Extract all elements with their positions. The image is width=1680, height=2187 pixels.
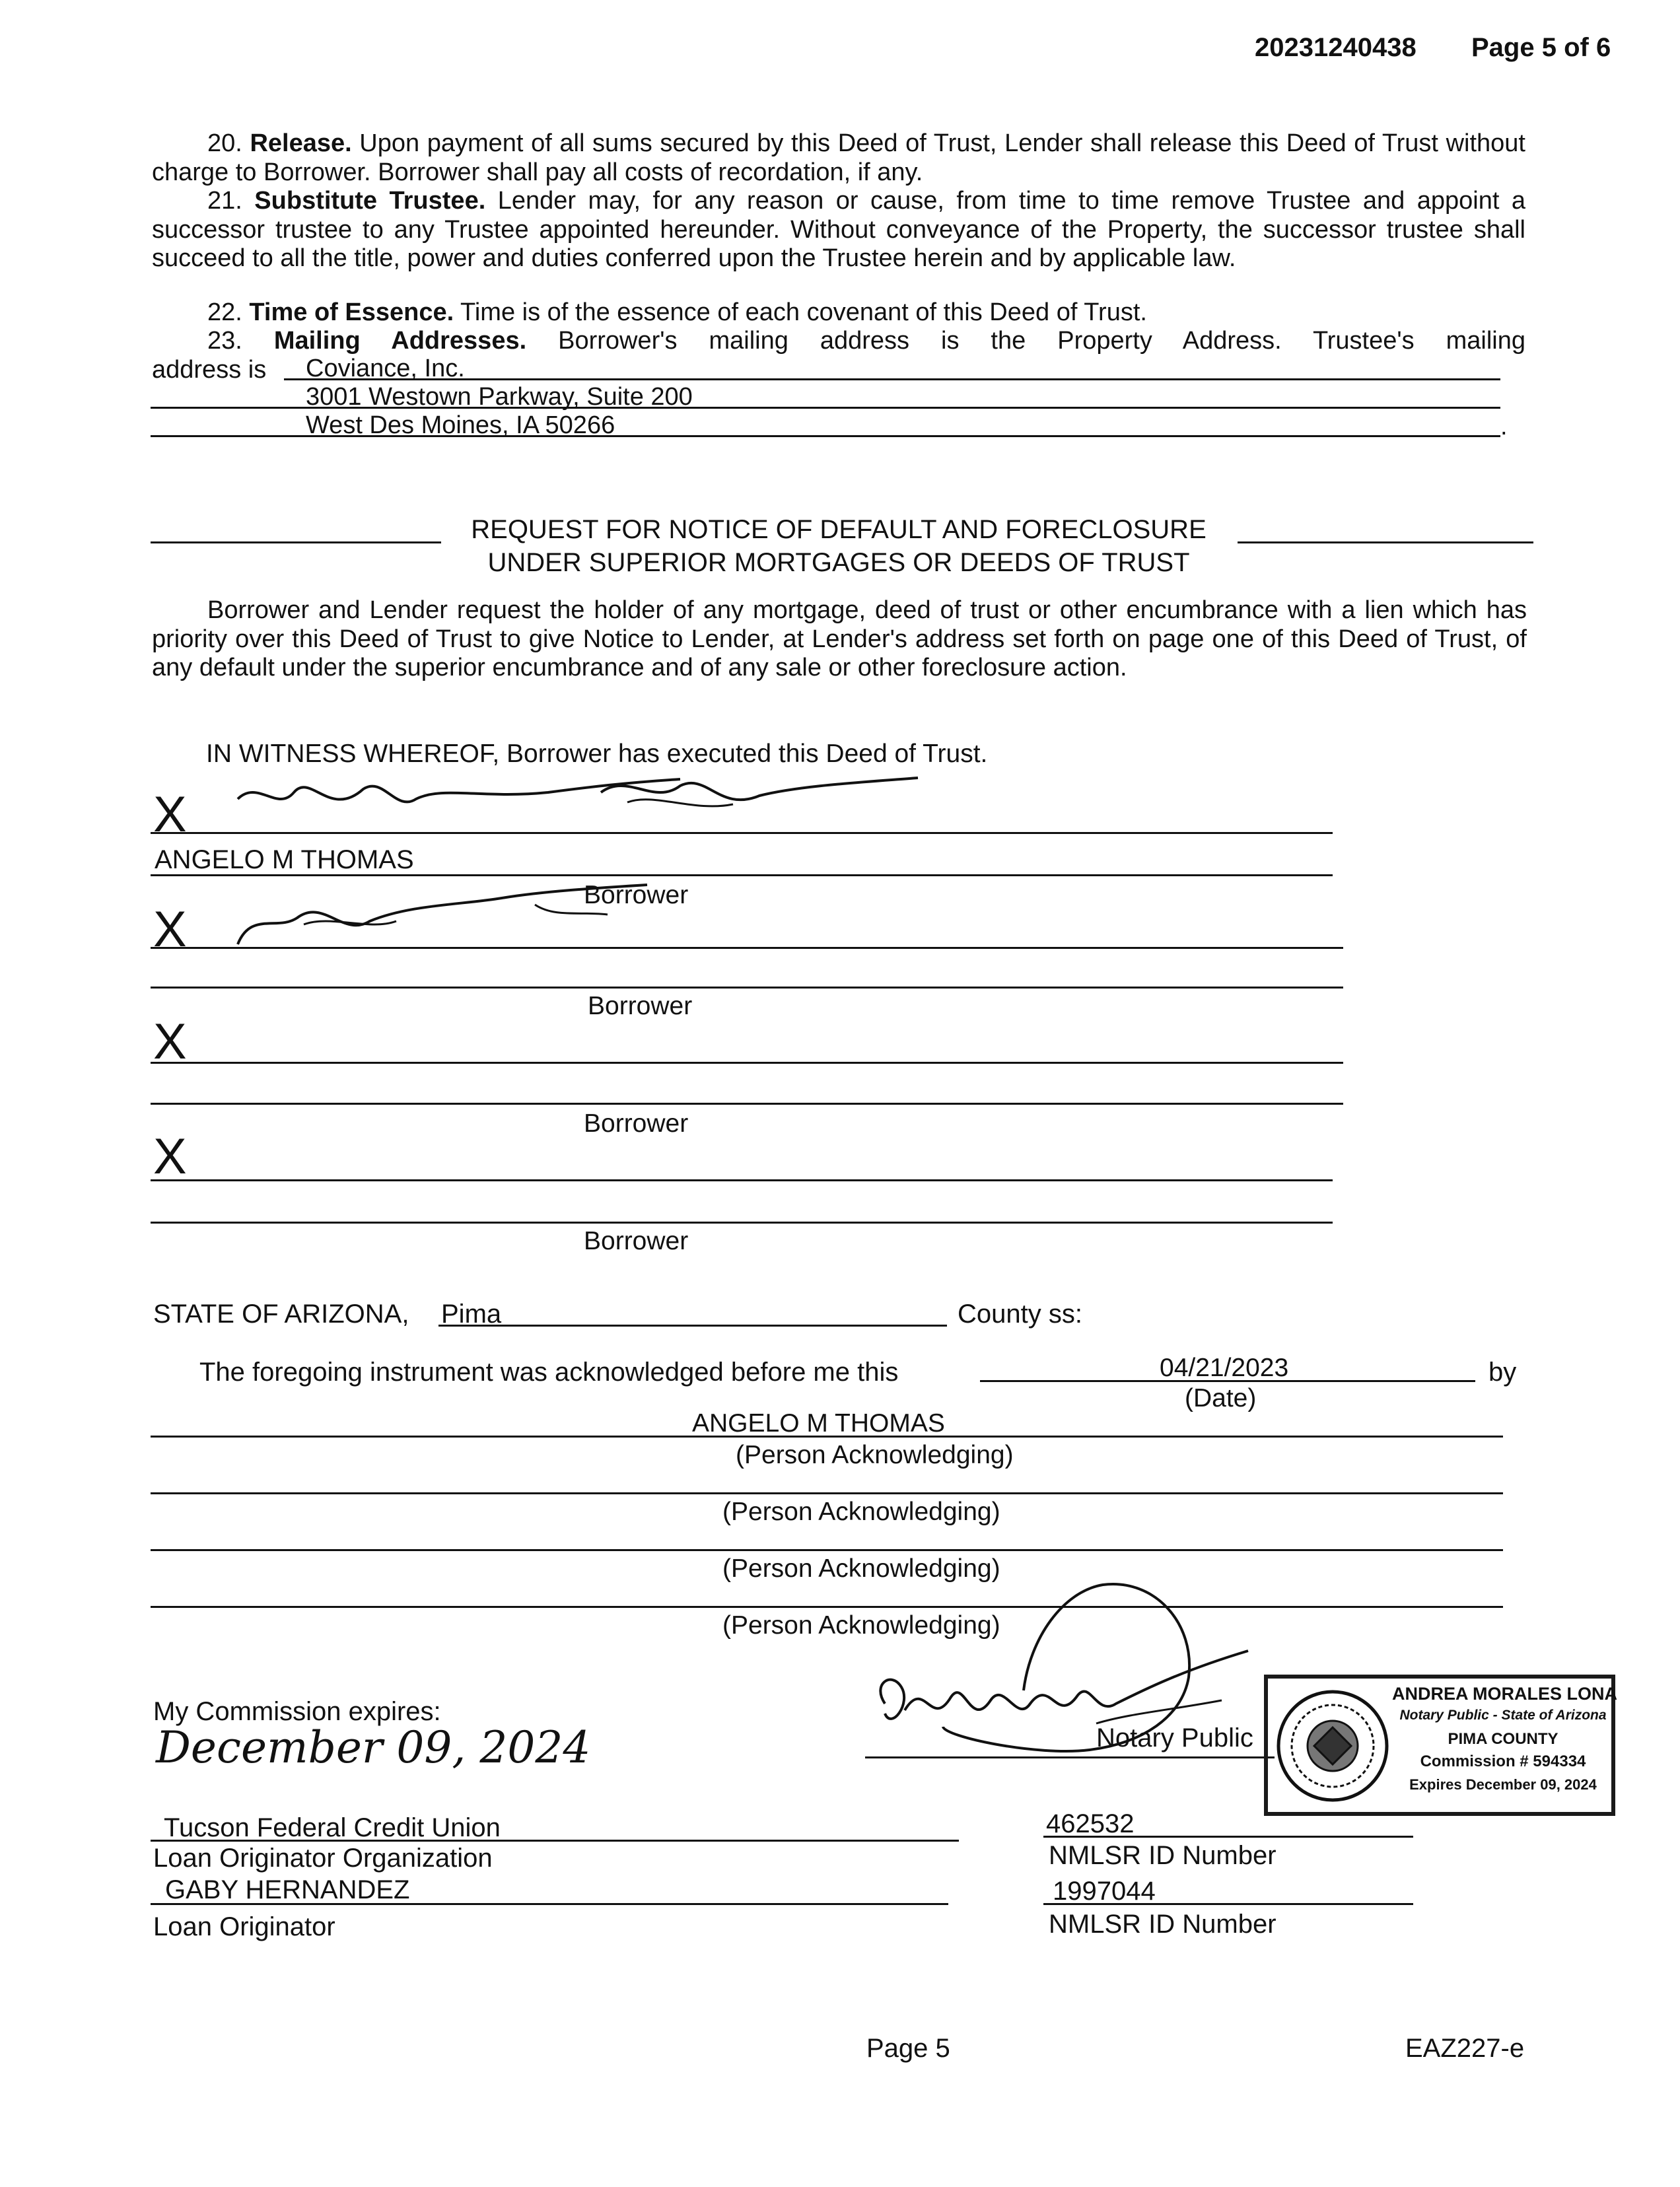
person-rule-1: [151, 1436, 1503, 1438]
section-22-title: Time of Essence.: [249, 298, 454, 326]
notary-stamp: [1264, 1675, 1615, 1816]
county-rule: [438, 1325, 947, 1327]
person-rule-4: [151, 1606, 1503, 1608]
section-23-text: Borrower's mailing address is the Property Address. Trustee's mailing: [558, 327, 1525, 355]
header-doc-number: 20231240438: [1255, 33, 1417, 62]
originator-org-name: Tucson Federal Credit Union: [164, 1813, 501, 1842]
loan-originator-nmls-rule: [1043, 1903, 1413, 1905]
footer-page: Page 5: [866, 2034, 950, 2063]
acknowledgment-date: 04/21/2023: [1160, 1354, 1289, 1382]
originator-org-rule: [151, 1840, 959, 1842]
signature-line-2: [151, 947, 1343, 949]
commission-expiry-handwritten: December 09, 2024: [156, 1722, 591, 1773]
originator-org-nmls: 462532: [1046, 1809, 1135, 1838]
address-line-3: West Des Moines, IA 50266: [306, 411, 615, 439]
x-mark-2: X: [153, 901, 187, 957]
x-mark-1: X: [153, 786, 187, 843]
notary-signature-line: [865, 1756, 1275, 1758]
borrower-signature-1: [231, 773, 925, 832]
loan-originator-nmls: 1997044: [1053, 1877, 1156, 1906]
name-line-2: [151, 987, 1343, 989]
address-end-period: .: [1500, 413, 1508, 440]
commission-label: My Commission expires:: [153, 1697, 441, 1726]
section-21-text: Lender may, for any reason or cause, from time to time remove Trustee and appoint a successor trustee to any Trustee appointed hereunder. Without conveyance of the Property, the successor trustee shall succeed to all the title, power and duties conferred upon the Trustee herein and by applicable law.: [152, 187, 1525, 272]
person-label-3: (Person Acknowledging): [722, 1554, 1000, 1583]
stamp-commission: Commission # 594334: [1420, 1753, 1586, 1770]
person-label-1: (Person Acknowledging): [736, 1441, 1014, 1469]
section-21-title: Substitute Trustee.: [254, 187, 486, 215]
loan-originator-label: Loan Originator: [153, 1912, 335, 1941]
borrower-label-4: Borrower: [584, 1227, 689, 1255]
heading-rule-right: [1238, 541, 1533, 543]
borrower-1-name: ANGELO M THOMAS: [155, 845, 414, 874]
loan-originator-rule: [151, 1903, 948, 1905]
borrower-label-3: Borrower: [584, 1109, 689, 1138]
name-line-1: [151, 874, 1333, 876]
name-line-4: [151, 1222, 1333, 1224]
header-page-label: Page 5 of 6: [1471, 33, 1611, 62]
section-20: [152, 129, 1525, 187]
notary-seal-icon: [1275, 1688, 1391, 1804]
county-name: Pima: [441, 1300, 502, 1329]
foregoing-statement: The foregoing instrument was acknowledged before me this: [199, 1358, 899, 1387]
org-nmls-label: NMLSR ID Number: [1049, 1841, 1277, 1870]
request-heading-line-2: UNDER SUPERIOR MORTGAGES OR DEEDS OF TRUST: [487, 548, 1190, 577]
address-rule-3: [151, 435, 1500, 437]
name-line-3: [151, 1103, 1343, 1105]
notary-public-label: Notary Public: [1096, 1723, 1253, 1753]
section-20-number: 20.: [207, 129, 242, 157]
person-label-2: (Person Acknowledging): [722, 1498, 1000, 1526]
request-text: Borrower and Lender request the holder of any mortgage, deed of trust or other encumbrance with a lien which has priority over this Deed of Trust to give Notice to Lender, at Lender's address set forth on page one of this Deed of Trust, of any default under the superior encumbrance and of any sale or other foreclosure action.: [152, 596, 1527, 681]
address-line-1: Coviance, Inc.: [306, 355, 465, 382]
originator-org-label: Loan Originator Organization: [153, 1844, 493, 1873]
person-rule-2: [151, 1492, 1503, 1494]
address-rule-1: [284, 378, 1500, 380]
section-22-number: 22.: [207, 298, 242, 326]
signature-line-1: [151, 832, 1333, 834]
section-21: [152, 187, 1525, 273]
address-rule-2: [151, 407, 1500, 409]
person-rule-3: [151, 1549, 1503, 1551]
borrower-label-2: Borrower: [588, 992, 693, 1020]
stamp-county: PIMA COUNTY: [1448, 1730, 1558, 1748]
person-acknowledging: ANGELO M THOMAS: [692, 1409, 945, 1438]
state-prefix: STATE OF ARIZONA,: [153, 1300, 409, 1329]
witness-statement: IN WITNESS WHEREOF, Borrower has executed this Deed of Trust.: [206, 740, 988, 768]
borrower-label-1: Borrower: [584, 881, 689, 909]
originator-org-nmls-rule: [1043, 1836, 1413, 1838]
signature-line-3: [151, 1062, 1343, 1064]
stamp-expires: Expires December 09, 2024: [1409, 1776, 1597, 1793]
signature-line-4: [151, 1179, 1333, 1181]
section-22-text: Time is of the essence of each covenant of this Deed of Trust.: [460, 298, 1147, 326]
section-22: [152, 298, 1525, 328]
borrower-signature-2: [225, 885, 674, 964]
date-label: (Date): [1185, 1384, 1257, 1412]
lo-nmls-label: NMLSR ID Number: [1049, 1910, 1277, 1939]
section-21-number: 21.: [207, 187, 242, 215]
section-23: [152, 327, 1525, 356]
loan-originator-name: GABY HERNANDEZ: [165, 1875, 410, 1904]
address-line-2: 3001 Westown Parkway, Suite 200: [306, 383, 693, 411]
heading-rule-left: [151, 541, 441, 543]
by-label: by: [1488, 1358, 1517, 1387]
address-prefix: address is: [152, 356, 267, 384]
x-mark-3: X: [153, 1014, 187, 1070]
section-20-title: Release.: [250, 129, 352, 157]
x-mark-4: X: [153, 1128, 187, 1185]
footer-form-code: EAZ227-e: [1405, 2034, 1525, 2063]
stamp-state-line: Notary Public - State of Arizona: [1399, 1708, 1607, 1723]
request-heading-line-1: REQUEST FOR NOTICE OF DEFAULT AND FORECLOSURE: [471, 515, 1207, 544]
stamp-name: ANDREA MORALES LONA: [1392, 1684, 1617, 1704]
section-20-text: Upon payment of all sums secured by this Deed of Trust, Lender shall release this Deed of Trust without charge to Borrower. Borrower shall pay all costs of recordation, if any.: [152, 129, 1525, 186]
section-23-number: 23.: [207, 327, 242, 355]
section-23-title: Mailing Addresses.: [273, 327, 527, 355]
county-suffix: County ss:: [958, 1300, 1082, 1329]
person-label-4: (Person Acknowledging): [722, 1611, 1000, 1640]
